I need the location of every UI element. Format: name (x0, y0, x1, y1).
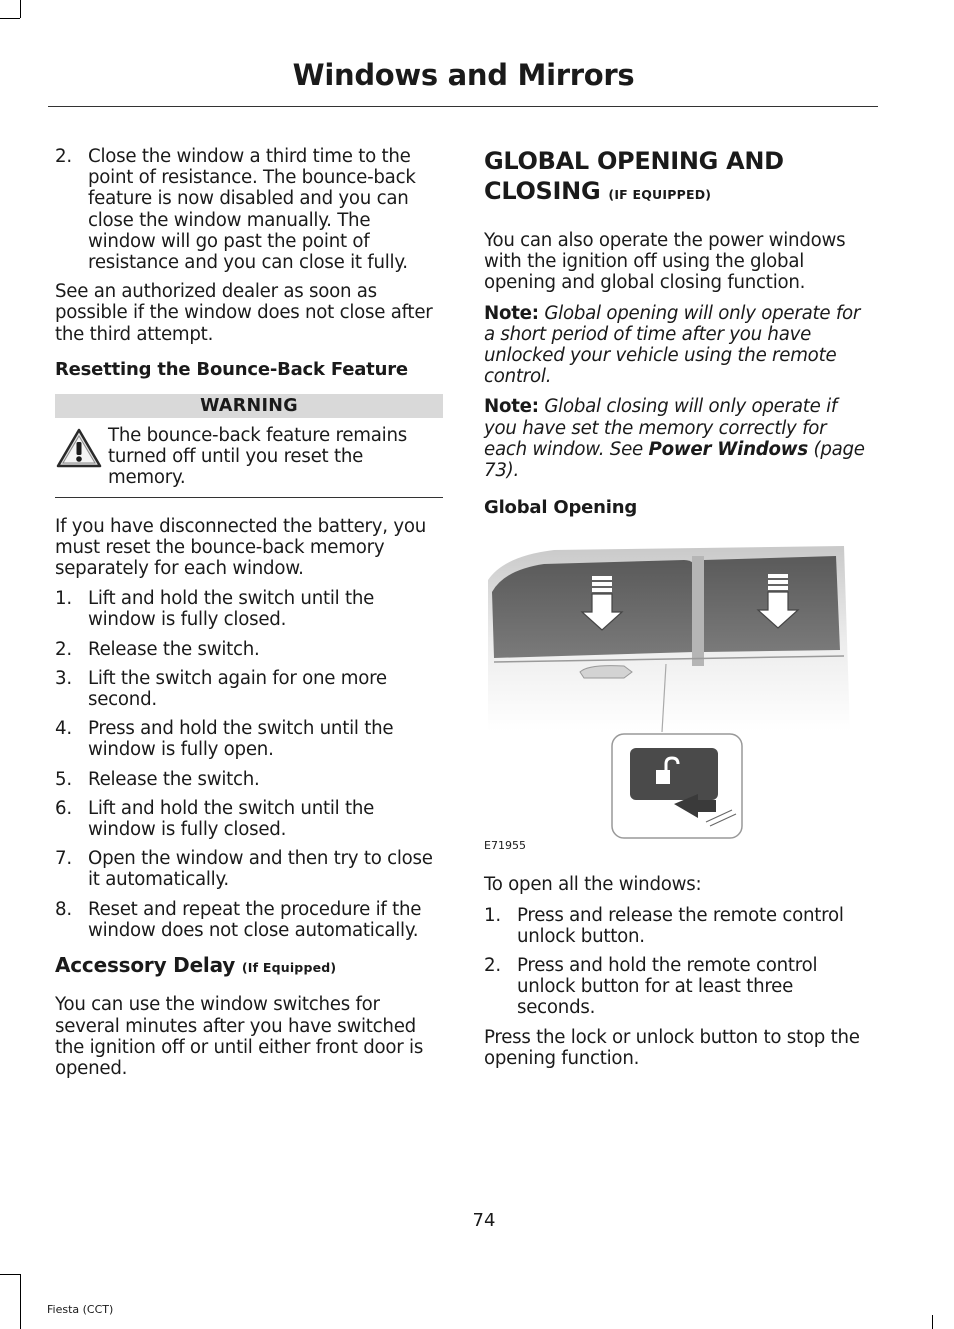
reset-heading: Resetting the Bounce-Back Feature (55, 358, 408, 380)
open-intro: To open all the windows: (484, 874, 702, 896)
global-opening-figure (484, 532, 854, 853)
global-heading: GLOBAL OPENING AND CLOSING (IF EQUIPPED) (484, 147, 784, 205)
crop-mark (0, 18, 20, 19)
crop-mark (932, 1315, 933, 1329)
warning-box (55, 418, 443, 498)
list-item: 6. Lift and hold the switch until the window is fully closed. (55, 797, 375, 841)
warning-triangle-icon (55, 427, 103, 469)
global-opening-heading: Global Opening (484, 497, 638, 519)
title-divider (48, 106, 878, 107)
crop-mark (20, 0, 21, 18)
car-windows-illustration (484, 532, 854, 848)
warning-text: The bounce-back feature remains turned off until you reset the memory. (108, 425, 407, 489)
list-item: 1. Lift and hold the switch until the window is fully closed. (55, 588, 375, 631)
stop-paragraph: Press the lock or unlock button to stop the opening function. (484, 1026, 860, 1069)
continued-list (55, 146, 443, 273)
reset-steps (55, 588, 443, 941)
power-windows-link[interactable]: Power Windows (648, 438, 808, 460)
accessory-delay-heading: Accessory Delay (If Equipped) (55, 953, 337, 978)
note-1: Note: Global opening will only operate for a short period of time after you have unlocked your vehicle using the remote control. (484, 302, 861, 388)
crop-mark (0, 1274, 20, 1275)
footer-model: Fiesta (CCT) (47, 1303, 114, 1316)
page-number: 74 (472, 1210, 496, 1231)
dealer-paragraph: See an authorized dealer as soon as possible if the window does not close after the third attempt. (55, 281, 433, 345)
figure-id: E71955 (484, 839, 526, 853)
intro-paragraph: You can also operate the power windows with the ignition off using the global opening and global closing function. (484, 230, 846, 294)
list-item: 3. Lift the switch again for one more second. (55, 667, 387, 711)
crop-mark (20, 1274, 21, 1329)
list-item: 2. Release the switch. (55, 638, 260, 660)
list-item: 2. Close the window a third time to the point of resistance. The bounce-back feature is now disabled and you can close the window manually. The window will go past the point of resistance and you can close it fully. (55, 146, 416, 274)
warning-label: WARNING (55, 394, 443, 418)
list-item: 4. Press and hold the switch until the window is fully open. (55, 718, 394, 761)
list-item: 8. Reset and repeat the procedure if the window does not close automatically. (55, 898, 422, 941)
page-title: Windows and Mirrors (292, 58, 635, 92)
note-2: Note: Global closing will only operate if you have set the memory correctly for each window. See Power Windows (page 73). (484, 396, 865, 482)
list-item: 1. Press and release the remote control unlock button. (484, 904, 844, 947)
battery-paragraph: If you have disconnected the battery, you must reset the bounce-back memory separately for each window. (55, 515, 426, 580)
list-item: 7. Open the window and then try to close it automatically. (55, 848, 433, 891)
left-column (55, 146, 443, 1088)
list-item: 5. Release the switch. (55, 768, 260, 790)
list-item: 2. Press and hold the remote control unlock button for at least three seconds. (484, 955, 818, 1019)
right-column (484, 146, 874, 1078)
open-steps (484, 905, 874, 1019)
accessory-delay-text: You can use the window switches for several minutes after you have switched the ignition off or until either front door is opened. (55, 994, 424, 1079)
